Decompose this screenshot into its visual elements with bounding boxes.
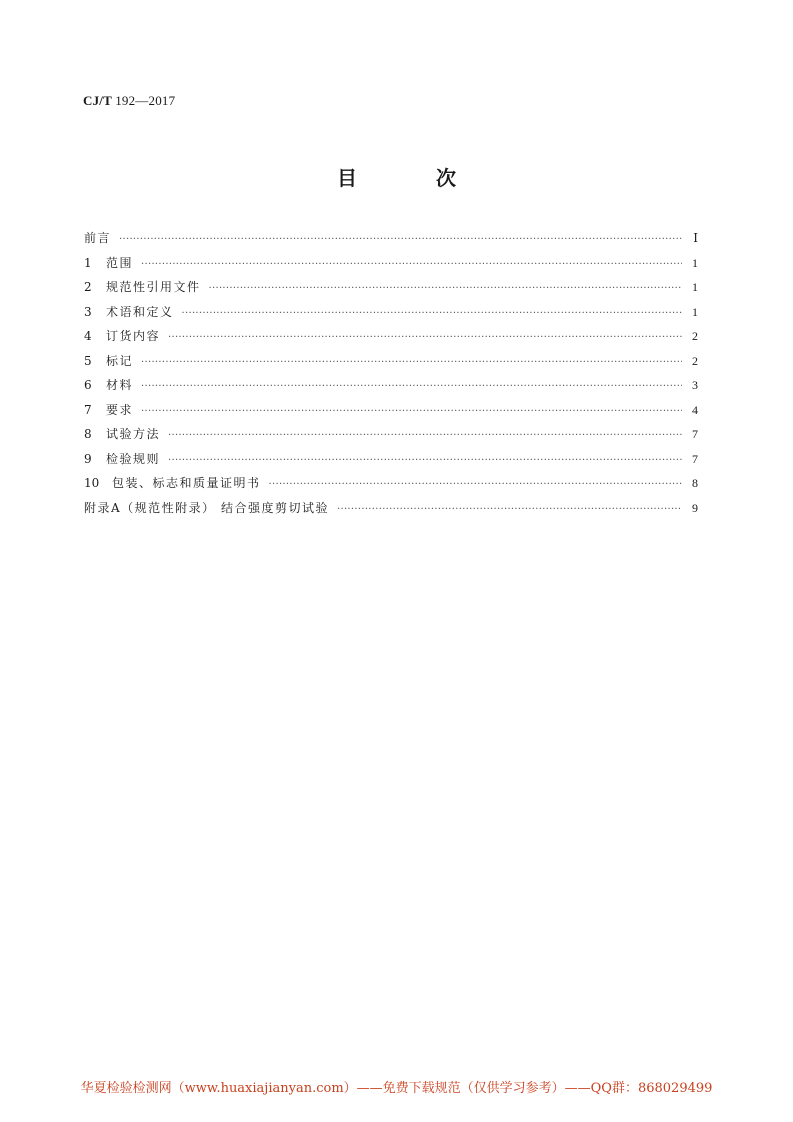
toc-leader-dots xyxy=(337,498,682,523)
toc-entry-page: 7 xyxy=(692,451,698,466)
toc-leader-dots xyxy=(209,277,682,302)
toc-leader-dots xyxy=(182,302,682,327)
toc-entry-label: 前言 xyxy=(84,231,112,245)
toc-leader-dots xyxy=(141,253,682,278)
toc-entry-10[interactable] xyxy=(84,471,698,496)
toc-entry-1[interactable] xyxy=(84,251,698,276)
toc-entry-label: 订货内容 xyxy=(106,329,161,343)
toc-entry-page: 8 xyxy=(692,476,698,490)
toc-entry-number: 3 xyxy=(84,304,92,319)
toc-leader-dots xyxy=(141,375,682,400)
toc-entry-label: 术语和定义 xyxy=(106,304,174,319)
toc-entry-label: 标记 xyxy=(106,353,134,368)
toc-entry-4[interactable] xyxy=(84,324,698,349)
toc-entry-label: 范围 xyxy=(106,255,134,270)
footer-watermark-link[interactable]: 华夏检验检测网（www.huaxiajianyan.com）——免费下载规范（仅供学习参考）——QQ群：868029499 xyxy=(80,1081,713,1096)
toc-entry-page: 4 xyxy=(692,402,698,417)
toc-leader-dots xyxy=(168,326,682,351)
toc-entry-foreword[interactable] xyxy=(84,226,698,251)
toc-entry-3[interactable] xyxy=(84,300,698,325)
toc-entry-page: 7 xyxy=(692,427,698,441)
standard-number: 192—2017 xyxy=(115,93,176,108)
toc-entry-number: 6 xyxy=(84,378,92,392)
toc-entry-label: 检验规则 xyxy=(106,451,161,466)
standard-prefix: CJ/T xyxy=(83,93,112,108)
toc-leader-dots xyxy=(269,473,682,498)
toc-leader-dots xyxy=(119,228,682,253)
toc-entry-label: 包装、标志和质量证明书 xyxy=(112,476,261,490)
toc-entry-label: 试验方法 xyxy=(106,427,161,441)
toc-entry-page: 9 xyxy=(692,500,698,515)
toc-entry-number: 5 xyxy=(84,353,92,368)
toc-entry-label: 材料 xyxy=(106,378,134,392)
toc-entry-number: 7 xyxy=(84,402,92,417)
toc-entry-page: 1 xyxy=(692,280,698,294)
toc-entry-page: 1 xyxy=(692,304,698,319)
toc-entry-7[interactable] xyxy=(84,398,698,423)
toc-entry-number: 9 xyxy=(84,451,92,466)
toc-entry-6[interactable] xyxy=(84,373,698,398)
toc-entry-page: Ⅰ xyxy=(693,231,698,245)
page-title: 目 次 xyxy=(337,166,492,190)
toc-entry-number: 8 xyxy=(84,427,92,441)
toc-entry-label: 规范性引用文件 xyxy=(106,280,201,294)
toc-entry-page: 1 xyxy=(692,255,698,270)
toc-entry-label: 要求 xyxy=(106,402,134,417)
toc-leader-dots xyxy=(141,351,682,376)
toc-entry-label: 附录A（规范性附录） 结合强度剪切试验 xyxy=(84,500,329,515)
toc-entry-page: 2 xyxy=(692,353,698,368)
document-code xyxy=(83,93,175,109)
toc-entry-number: 4 xyxy=(84,329,92,343)
toc-entry-number: 1 xyxy=(84,255,92,270)
table-of-contents xyxy=(84,226,698,520)
toc-leader-dots xyxy=(141,400,682,425)
toc-entry-number: 2 xyxy=(84,280,92,294)
toc-entry-9[interactable] xyxy=(84,447,698,472)
toc-leader-dots xyxy=(168,449,682,474)
toc-entry-2[interactable] xyxy=(84,275,698,300)
toc-entry-number: 10 xyxy=(84,476,100,490)
toc-leader-dots xyxy=(168,424,682,449)
toc-entry-page: 2 xyxy=(692,329,698,343)
toc-entry-5[interactable] xyxy=(84,349,698,374)
toc-entry-page: 3 xyxy=(692,378,698,392)
toc-entry-appendix-a[interactable] xyxy=(84,496,698,521)
toc-entry-8[interactable] xyxy=(84,422,698,447)
